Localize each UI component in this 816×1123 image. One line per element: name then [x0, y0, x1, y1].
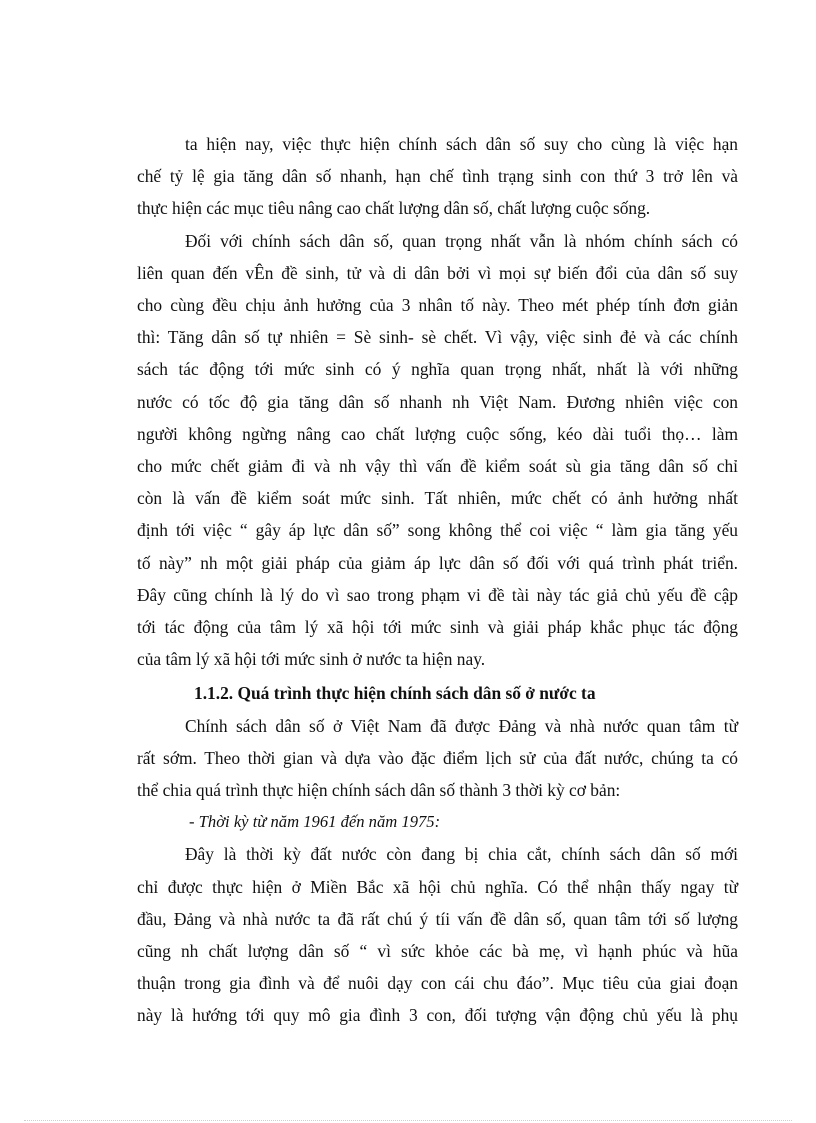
- text-line: nước có tốc độ gia tăng dân số nhanh nh Việt Nam. Đương nhiên việc con: [137, 391, 738, 412]
- text-line: Đây cũng chính là lý do vì sao trong phạm vi đề tài này tác giả chủ yếu đề cập: [137, 584, 738, 605]
- period-subheading: - Thời kỳ từ năm 1961 đến năm 1975:: [189, 812, 441, 832]
- text-line: của tâm lý xã hội tới mức sinh ở nước ta hiện nay.: [137, 649, 486, 670]
- text-line: cũng nh chất lượng dân số “ vì sức khỏe các bà mẹ, vì hạnh phúc và hũa: [137, 941, 738, 962]
- text-line: thuận trong gia đình và để nuôi dạy con cái chu đáo”. Mục tiêu của giai đoạn: [137, 973, 738, 994]
- text-line: cho cùng đều chịu ảnh hưởng của 3 nhân tố này. Theo mét phép tính đơn giản: [137, 295, 738, 316]
- text-line: thể chia quá trình thực hiện chính sách dân số thành 3 thời kỳ cơ bản:: [137, 780, 621, 801]
- text-line: rất sớm. Theo thời gian và dựa vào đặc điểm lịch sử của đất nước, chúng ta có: [137, 747, 738, 768]
- paragraph-period-description: [137, 838, 738, 1031]
- text-line: còn là vấn đề kiểm soát mức sinh. Tất nhiên, mức chết có ảnh hưởng nhất: [137, 488, 738, 509]
- text-line: người không ngừng nâng cao chất lượng cuộc sống, kéo dài tuổi thọ… làm: [137, 423, 738, 444]
- text-line: liên quan đến vÊn đề sinh, tử và di dân bởi vì mọi sự biến đổi của dân số suy: [137, 262, 738, 283]
- page-content: [137, 128, 738, 1032]
- text-line: sách tác động tới mức sinh có ý nghĩa quan trọng nhất, nhất là với những: [137, 359, 738, 380]
- text-line: tới tác động của tâm lý xã hội tới mức sinh và giải pháp khắc phục tác động: [137, 617, 738, 638]
- text-line: chỉ được thực hiện ở Miền Bắc xã hội chủ nghĩa. Có thể nhận thấy ngay từ: [137, 876, 738, 897]
- text-line: thì: Tăng dân số tự nhiên = Sè sinh- sè chết. Vì vậy, việc sinh đẻ và các chính: [137, 327, 738, 348]
- text-line: này là hướng tới quy mô gia đình 3 con, đối tượng vận động chủ yếu là phụ: [137, 1005, 738, 1026]
- paragraph-policy-history: [137, 710, 738, 807]
- page-bottom-divider: [24, 1120, 792, 1121]
- text-line: ta hiện nay, việc thực hiện chính sách dân số suy cho cùng là việc hạn: [185, 134, 738, 154]
- text-line: Đối với chính sách dân số, quan trọng nhất vẫn là nhóm chính sách có: [185, 230, 738, 251]
- text-line: cho mức chết giảm đi và nh vậy thì vấn đề kiểm soát sù gia tăng dân số chỉ: [137, 456, 738, 477]
- text-line: chế tỷ lệ gia tăng dân số nhanh, hạn chế tình trạng sinh con thứ 3 trở lên và: [137, 166, 738, 187]
- paragraph-policy-focus: [137, 225, 738, 676]
- text-line: đầu, Đảng và nhà nước ta đã rất chú ý tíi vấn đề dân số, quan tâm tới số lượng: [137, 908, 738, 929]
- text-line: tố này” nh một giải pháp của giảm áp lực dân số đối với quá trình phát triển.: [137, 552, 738, 573]
- text-line: Chính sách dân số ở Việt Nam đã được Đảng và nhà nước quan tâm từ: [185, 715, 738, 736]
- text-line: thực hiện các mục tiêu nâng cao chất lượng dân số, chất lượng cuộc sống.: [137, 198, 651, 219]
- text-line: Đây là thời kỳ đất nước còn đang bị chia cắt, chính sách dân số mới: [185, 844, 738, 865]
- paragraph-intro-continuation: [137, 128, 738, 225]
- text-line: định tới việc “ gây áp lực dân số” song không thể coi việc “ làm gia tăng yếu: [137, 520, 738, 541]
- section-heading: 1.1.2. Quá trình thực hiện chính sách dân số ở nước ta: [194, 683, 596, 704]
